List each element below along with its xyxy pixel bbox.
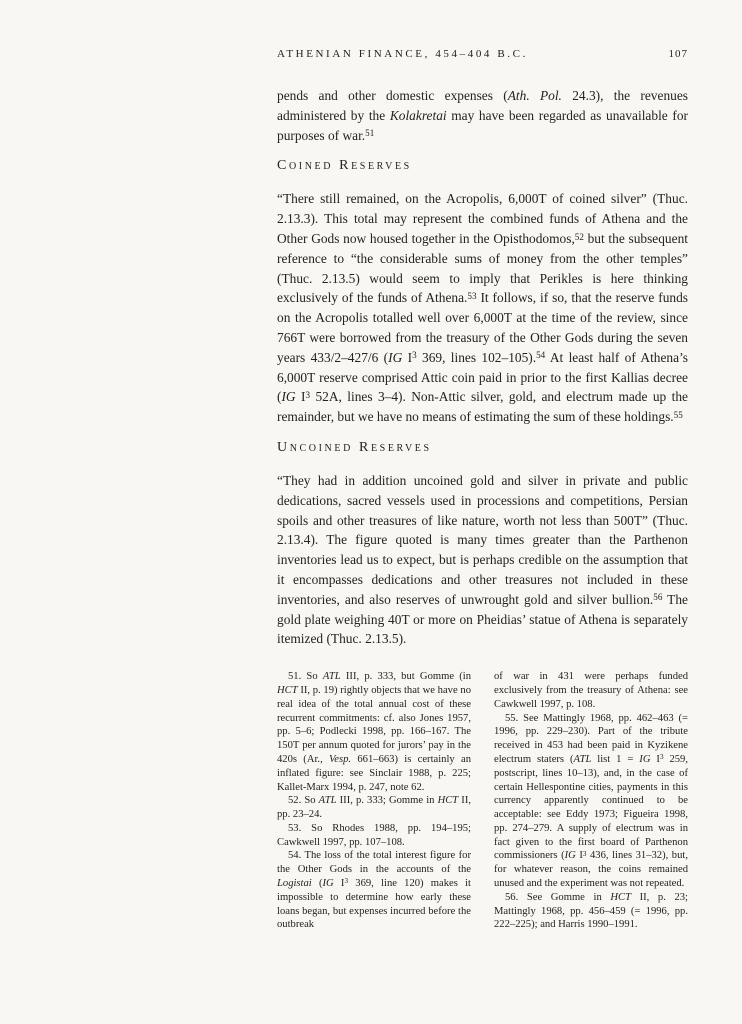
footnotes	[277, 670, 688, 932]
text-block	[277, 48, 688, 932]
footnote-51: 51. So ATL III, p. 333, but Gomme (in HCT II, p. 19) rightly objects that we have no real idea of the total annual cost of these recurrent commitments: cf. also Jones 1957, pp. 5–6; Podlecki 1998, pp. 166–167. The 150T per annum quoted for jurors’ pay in the 420s (Ar., Vesp. 661–663) is certainly an inflated figure: see Sinclair 1988, p. 225; Kallet-Marx 1994, p. 247, note 62.	[277, 671, 472, 793]
footnote-52: 52. So ATL III, p. 333; Gomme in HCT II, pp. 23–24.	[277, 795, 472, 821]
running-header-title: ATHENIAN FINANCE, 454–404 B.C.	[277, 48, 528, 60]
section-heading-uncoined-reserves: Uncoined Reserves	[277, 439, 432, 455]
footnote-54-continued: of war in 431 were perhaps funded exclusively from the treasury of Athena: see Cawkwell 1997, p. 108.	[494, 671, 688, 710]
footnote-56: 56. See Gomme in HCT II, p. 23; Mattingly 1968, pp. 456–459 (= 1996, pp. 222–225); and Harris 1990–1991.	[494, 891, 688, 931]
section-heading-coined-reserves: Coined Reserves	[277, 158, 412, 174]
coined-reserves-paragraph: “There still remained, on the Acropolis, 6,000T of coined silver” (Thuc. 2.13.3). This total may represent the combined funds of Athena and the Other Gods now housed together in the Opisthodomos,$^{52}$ but the subsequent reference to “the considerable sums of money from the other temples” (Thuc. 2.13.5) would seem to imply that Perikles is here thinking exclusively of the funds of Athena.$^{53}$ It follows, if so, that the reserve funds on the Acropolis totalled well over 6,000T at the time of the review, since 766T were borrowed from the treasury of the Other Gods during the seven years 433/2–427/6 (IG $I^3$ 369, lines 102–105).$^{54}$ At least half of Athena’s 6,000T reserve comprised Attic coin paid in prior to the first Kallias decree (IG $I^3$ 52A, lines 3–4). Non-Attic silver, gold, and electrum made up the remainder, but we have no means of estimating the sum of these holdings.$^{55}$	[277, 191, 689, 425]
uncoined-reserves-paragraph: “They had in addition uncoined gold and silver in private and public dedications, sacred vessels used in processions and competitions, Persian spoils and other treasures of like nature, worth not less than 500T” (Thuc. 2.13.4). The figure quoted is many times greater than the Parthenon inventories lead us to expect, but is perhaps credible on the assumption that it encompasses dedications and other treasures not included in these inventories, and also reserves of unwrought gold and silver bullion.$^{56}$ The gold plate weighing 40T or more on Pheidias’ statue of Athena is separately itemized (Thuc. 2.13.5).	[277, 472, 688, 647]
intro-paragraph: pends and other domestic expenses (Ath. Pol. 24.3), the revenues administered by the Kolakretai may have been regarded as unavailable for purposes of war.$^{51}$	[277, 88, 688, 143]
footnote-column-left	[277, 670, 471, 932]
footnote-55: 55. See Mattingly 1968, pp. 462–463 (= 1996, pp. 229–230). Part of the tribute received in 453 had been paid in Kyzikene electrum staters (ATL list 1 = IG $I^3$ 259, postscript, lines 10–13), and, in the case of certain Hellespontine cities, payments in this currency apparently continued to be acceptable: see Eddy 1973; Figueira 1998, pp. 274–279. A supply of electrum was in fact given to the first board of Parthenon commissioners (IG $I^3$ 436, lines 31–32), but, for whatever reason, the coins remained unused and the experiment was not repeated.	[494, 712, 688, 890]
page-number: 107	[668, 48, 688, 60]
footnote-54: 54. The loss of the total interest figure for the Other Gods in the accounts of the Logistai (IG $I^3$ 369, line 120) makes it impossible to determine how early these loans began, but expenses incurred before the outbreak	[277, 850, 471, 931]
footnote-column-right	[494, 670, 688, 932]
footnote-53: 53. So Rhodes 1988, pp. 194–195; Cawkwell 1997, pp. 107–108.	[277, 822, 471, 848]
running-head	[277, 48, 688, 60]
